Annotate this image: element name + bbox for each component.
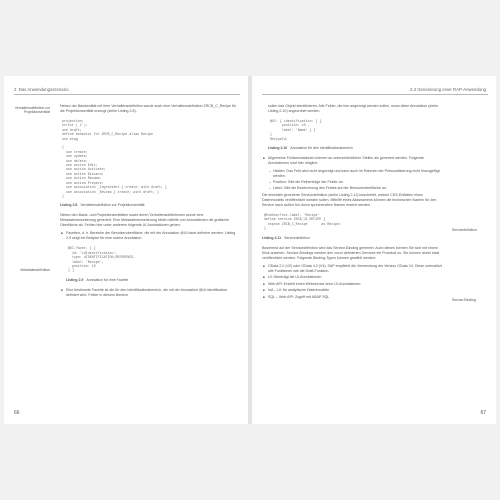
header-rule [262,94,488,95]
dash-item: – Hidden: Das Feld wird nicht angezeigt und kann auch im Rahmen der Personalisierung nicht hinzugefügt werden. [273,169,442,179]
dash-list [262,169,442,191]
running-head-title: Das Anwendungsszenario [18,87,69,92]
left-body [60,104,238,301]
list-item: ■ Allgemeine Feldannotationen können an unterschiedlichen Stellen als generiert werden. Folgende Annotationen sind hier möglich: [268,156,442,166]
bullet-list [262,264,442,300]
margin-note-service-definition: Servicedefinition [452,228,477,232]
running-head-right: 2.3 Generierung einer RAP-Anwendung [410,87,486,92]
paragraph: sollen das Objekt identifizieren. Alle Felder, die hier angezeigt werden sollen, muss diese Annotation (siehe Listing 2.10) zugeordnet werden. [268,104,439,113]
margin-note-metadata: Metadatendefinition [20,268,50,272]
list-item: ■ OData 2.0 (V2) oder OData 4.0 (V4): SAP empfiehlt die Verwendung der Version OData V4. Diese unterstützt alle Funktionen wie die Draft-Funktion. [268,264,442,274]
list-item: ■ UI: Überträgt die UI-Annotationen. [268,275,442,280]
paragraph: Die ebenfalls generierte Servicedefinition (siehe Listing 2.11) beschreibt, welche CDS-Entitäten eines Datenmodells veröffentlicht werden sollen. Mithilfe eines Aliasnamens können die technischen Namen für den Service nach außen hin durch sprechendere Namen ersetzt werden. [262,193,437,208]
right-body [262,104,442,303]
left-page [4,76,248,424]
bullet-list [60,288,238,298]
code-listing: projection; strict ( 2 ); use draft; define behavior for ZRCB_C_Recipe alias Recipe use etag { use create; use update; use delete; use action Edit; use action Activate; use action Discard; use action Resume; use action Prepare; use association _Ingredient { create; with draft; } use association _Review { create; with draft; } } [62,119,167,198]
book-spread [0,76,500,424]
listing-caption: Listing 2.9 Annotation für eine Facette [66,277,129,282]
running-head-left [14,87,68,92]
bullet-list [262,156,442,166]
code-listing: @EndUserText.label: 'Recipe' define service ZRCB_UI_RECIPE { expose ZRCB_C_Recipe as Recipe; } [264,213,342,231]
paragraph: Neben der Basisentität mit ihrer Verhaltensdefinition wurde auch eine Verhaltensdefinition ZRCB_C_Recipe für die Projektionsentität erzeugt (siehe Listing 2.8). [60,104,237,113]
list-item: ■ SQL – Web API: Zugriff mit ABAP SQL [268,295,442,300]
right-page [252,76,496,424]
code-listing: @UI.facet: [ { id: 'idIdentification', type: #IDENTIFICATION_REFERENCE, label: 'Recipe', position: 10 } ] [68,246,136,273]
margin-note-behavior: Verhaltensdefinition zur Projektionsentität [14,106,50,115]
page-number-left: 66 [14,410,20,416]
list-item: ■ InA – UI: für analytische Datenmodelle [268,288,442,293]
listing-caption: Listing 2.11 Servicedefinition [262,235,310,240]
list-item: ■ Eine bestimmte Facette ist die für den Identifikationsbereich, die mit der Annotation @UI.identification definiert wird. Felder in diesem Bereich [66,288,238,298]
page-number-right: 67 [480,410,486,416]
header-rule [14,94,240,95]
bullet-list [60,231,238,241]
dash-item: – Position: Gibt die Reihenfolge der Felder an. [273,180,442,185]
list-item: ■ Web API: Erstellt einen Webservice ohne UI-Annotationen. [268,282,442,287]
list-item: ■ Facetten, d. h. Bereiche der Benutzeroberfläche, die mit der Annotation @UI.facet definiert werden. Listing 2.9 zeigt ein Beispiel für eine solche Annotation. [66,231,238,241]
code-listing: @UI: { identification: [ { position: 10 , label: 'Name' } ] } RecipeId; [270,119,322,141]
running-head-number: 2 [14,87,17,92]
paragraph: Basierend auf der Servicedefinition wird das Service-Binding generiert. Auch dieses können Sie sich mit einem Klick ansehen. Service-Bindings werden den zuvor definierten Services ein Protokoll zu. Sie können direkt lokal veröffentlicht werden. Folgende Binding-Typen können gewählt werden: [262,245,440,260]
listing-caption: Listing 2.8 Verhaltensdefinition zur Projektionsentität [60,203,145,208]
dash-item: – Label: Gibt die Bezeichnung des Feldes auf der Benutzeroberfläche an. [273,186,442,191]
paragraph: Neben den Basis- und Projektionsentitäten sowie deren Verhaltensdefinitionen wurde eine Metadatenerweiterung generiert. Eine Metadatenerweiterung bildet mithilfe von Annotationen die grafische Oberfläche ab. Fehlen hier unter anderem folgende UI-Annotationen gehen: [60,213,230,228]
margin-note-service-binding: Service-Binding [452,298,476,302]
listing-caption: Listing 2.10 Annotation für den Identifikationsbereich [268,146,353,151]
